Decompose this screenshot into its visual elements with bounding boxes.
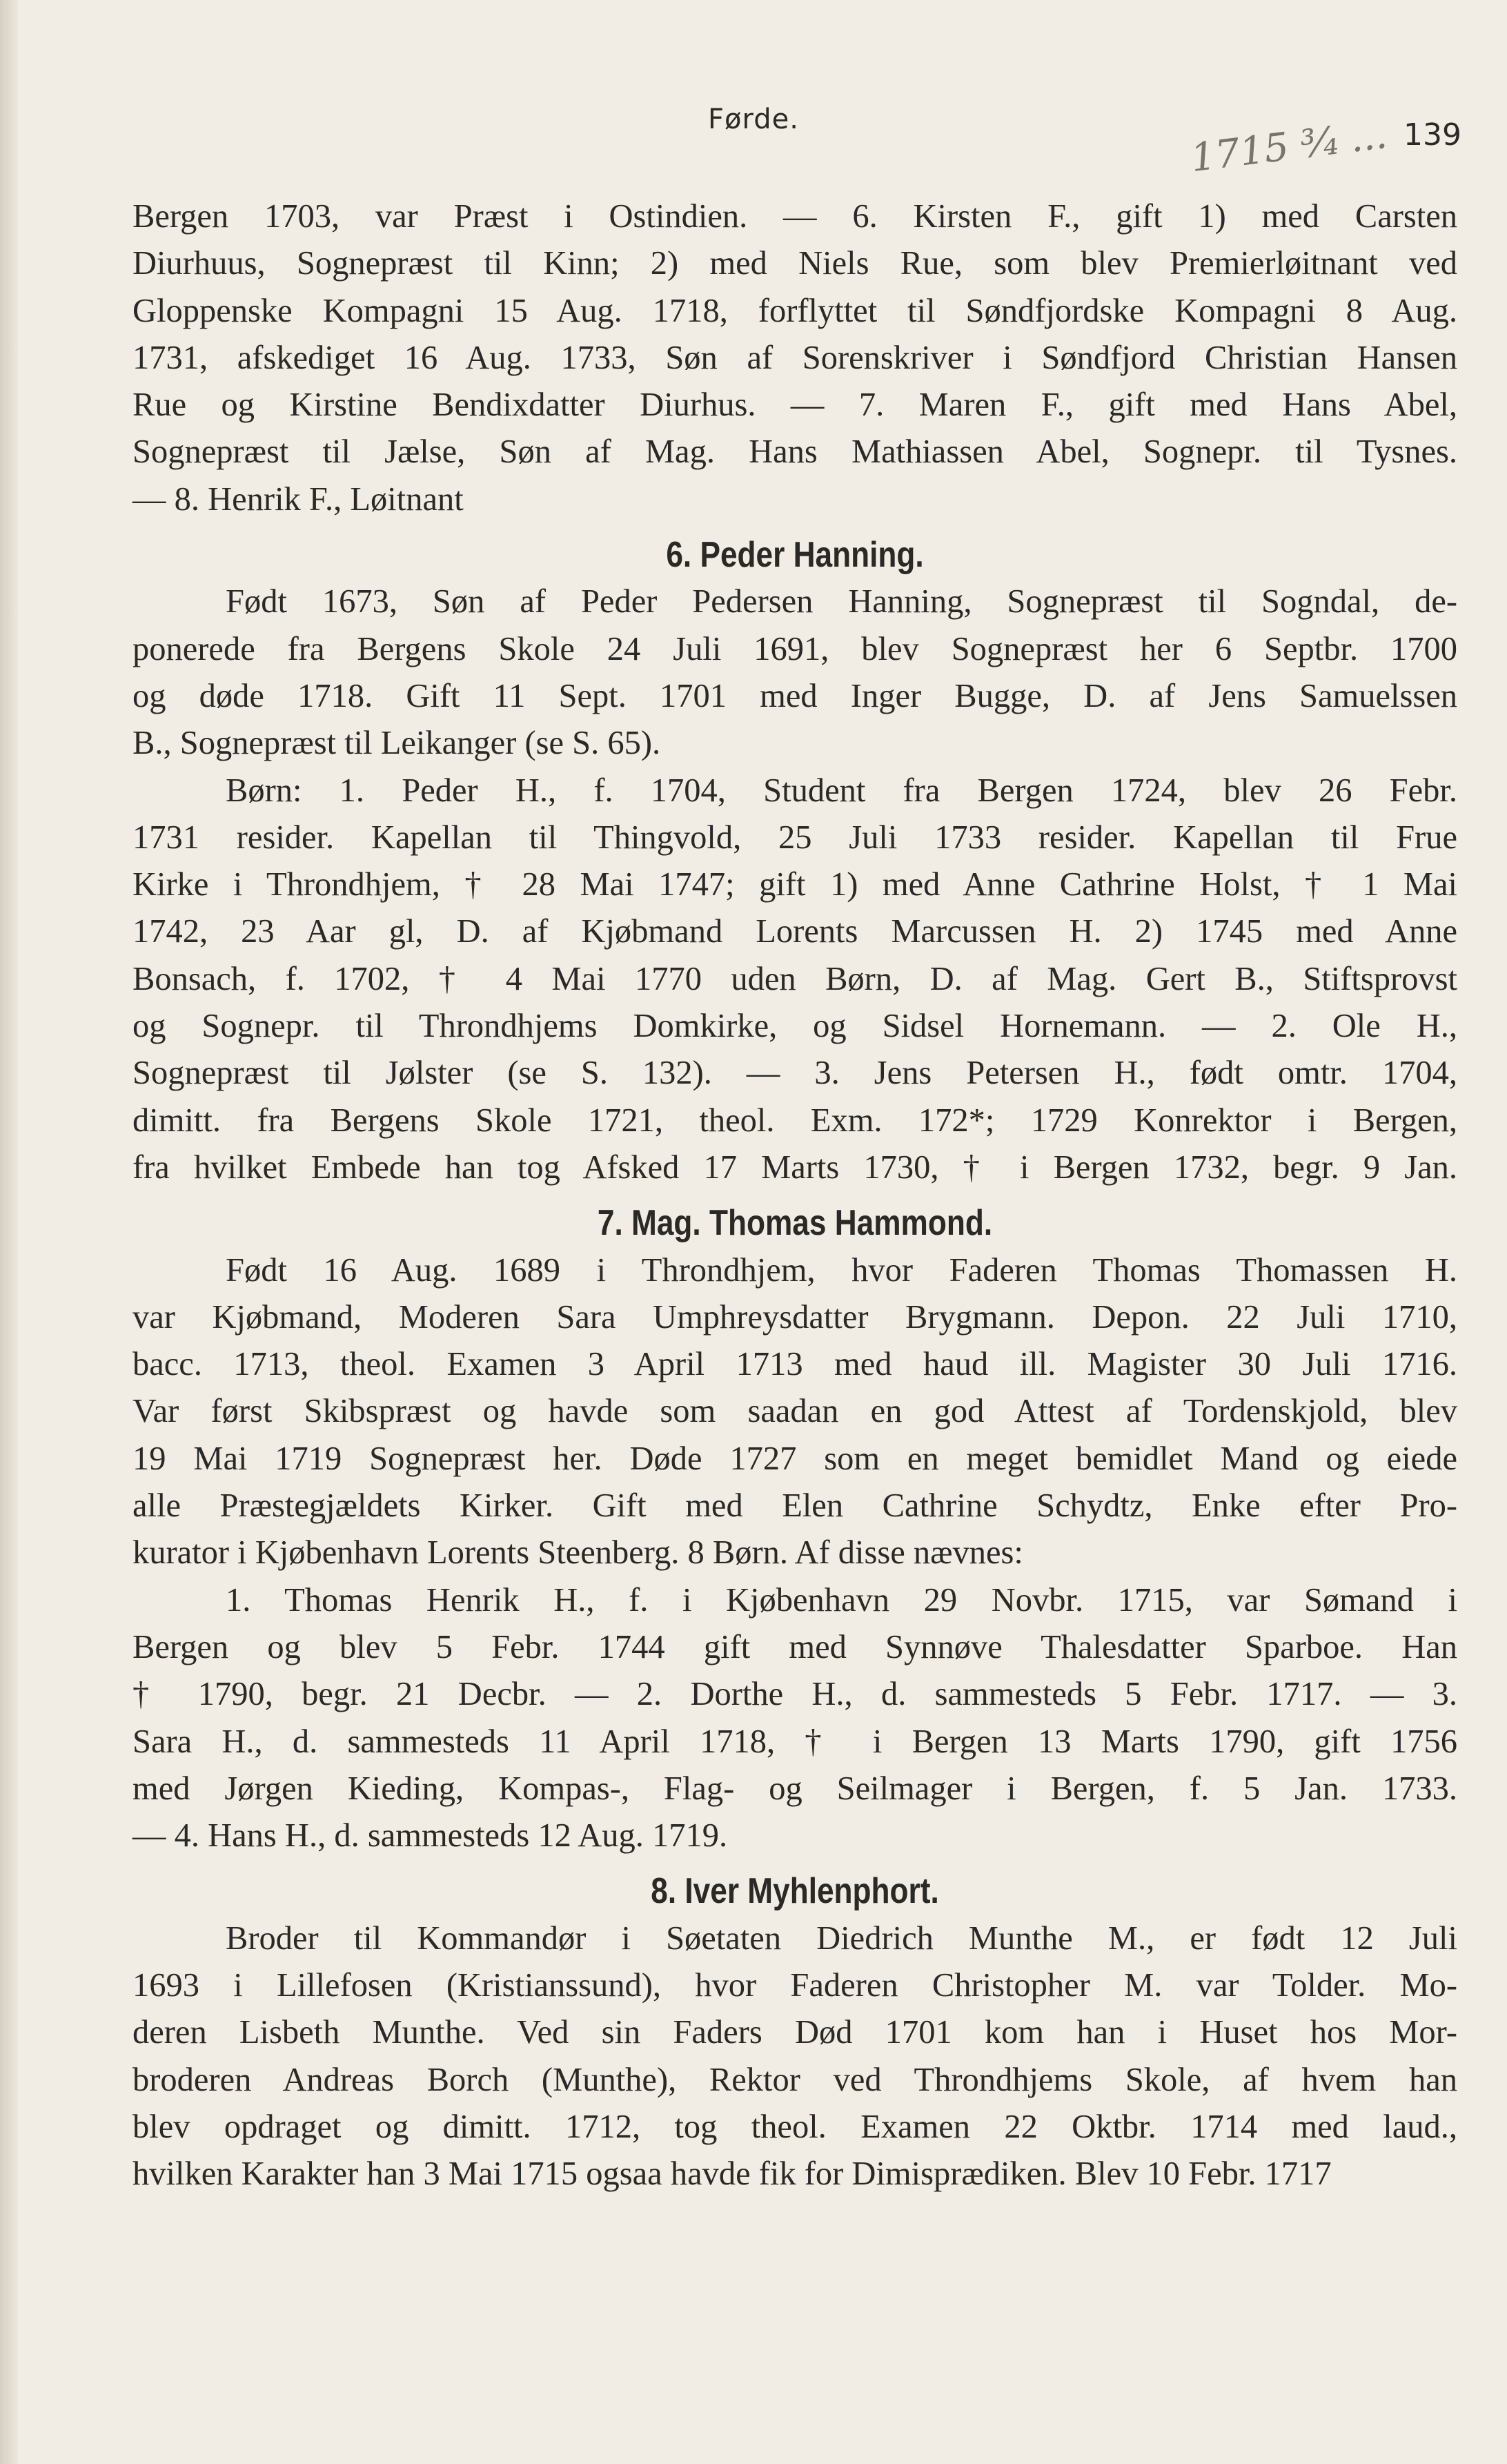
section-heading-iver-myhlenphort: 8. Iver Myhlenphort. [651,1871,939,1912]
running-header: Førde. [708,104,799,135]
text-line: blev opdraget og dimitt. 1712, tog theol. Examen 22 Oktbr. 1714 med laud., [132,2108,1457,2145]
text-line: Bonsach, f. 1702, † 4 Mai 1770 uden Børn, D. af Mag. Gert B., Stiftsprovst [132,960,1457,997]
text-line: dimitt. fra Bergens Skole 1721, theol. Exm. 172*; 1729 Konrektor i Bergen, [132,1102,1457,1139]
text-line: † 1790, begr. 21 Decbr. — 2. Dorthe H., d. sammesteds 5 Febr. 1717. — 3. [132,1676,1457,1713]
text-line: Født 1673, Søn af Peder Pedersen Hanning, Sognepræst til Sogndal, de- [226,583,1457,620]
text-line: Sognepræst til Jælse, Søn af Mag. Hans Mathiassen Abel, Sognepr. til Tysnes. [132,433,1457,471]
binding-edge [0,0,18,2464]
text-line: alle Præstegjældets Kirker. Gift med Elen Cathrine Schydtz, Enke efter Pro- [132,1487,1457,1525]
text-line: og Sognepr. til Throndhjems Domkirke, og Sidsel Hornemann. — 2. Ole H., [132,1008,1457,1045]
text-line: var Kjøbmand, Moderen Sara Umphreysdatter Brygmann. Depon. 22 Juli 1710, [132,1298,1457,1336]
text-line: B., Sognepræst til Leikanger (se S. 65). [132,725,661,762]
paragraph [132,1915,1457,2198]
handwritten-pencil-note: 1715 ³⁄₄ ... [1188,112,1390,182]
text-line: Bergen 1703, var Præst i Ostindien. — 6. Kirsten F., gift 1) med Carsten [132,198,1457,235]
text-line: — 4. Hans H., d. sammesteds 12 Aug. 1719. [132,1817,728,1855]
section-heading-thomas-hammond: 7. Mag. Thomas Hammond. [597,1203,993,1244]
text-line: 1742, 23 Aar gl, D. af Kjøbmand Lorents Marcussen H. 2) 1745 med Anne [132,913,1457,950]
body-text [132,193,1457,2198]
text-line: Var først Skibspræst og havde som saadan en god Attest af Tordenskjold, blev [132,1393,1457,1430]
text-line: fra hvilket Embede han tog Afsked 17 Marts 1730, † i Bergen 1732, begr. 9 Jan. [132,1148,1457,1186]
text-line: 1. Thomas Henrik H., f. i Kjøbenhavn 29 Novbr. 1715, var Sømand i [226,1581,1457,1619]
paragraph [132,578,1457,767]
text-line: Bergen og blev 5 Febr. 1744 gift med Synnøve Thalesdatter Sparboe. Han [132,1628,1457,1665]
intro-paragraph [132,193,1457,523]
page-number: 139 [1403,117,1461,153]
section-heading-peder-hanning: 6. Peder Hanning. [666,535,924,576]
text-line: 1731 resider. Kapellan til Thingvold, 25 Juli 1733 resider. Kapellan til Frue [132,819,1457,856]
text-line: 1731, afskediget 16 Aug. 1733, Søn af Sorenskriver i Søndfjord Christian Hansen [132,339,1457,376]
text-line: Født 16 Aug. 1689 i Throndhjem, hvor Faderen Thomas Thomassen H. [226,1251,1457,1289]
text-line: ponerede fra Bergens Skole 24 Juli 1691, blev Sognepræst her 6 Septbr. 1700 [132,630,1457,667]
text-line: Kirke i Throndhjem, † 28 Mai 1747; gift 1) med Anne Cathrine Holst, † 1 Mai [132,866,1457,903]
text-line: Broder til Kommandør i Søetaten Diedrich Munthe M., er født 12 Juli [226,1919,1457,1957]
text-line: og døde 1718. Gift 11 Sept. 1701 med Inger Bugge, D. af Jens Samuelssen [132,677,1457,714]
text-line: — 8. Henrik F., Løitnant [132,480,464,518]
text-line: Rue og Kirstine Bendixdatter Diurhus. — 7. Maren F., gift med Hans Abel, [132,387,1457,424]
text-line: Børn: 1. Peder H., f. 1704, Student fra Bergen 1724, blev 26 Febr. [226,772,1457,809]
text-line: hvilken Karakter han 3 Mai 1715 ogsaa havde fik for Dimisprædiken. Blev 10 Febr. 1717 [132,2155,1332,2193]
paragraph [132,1577,1457,1860]
text-line: 19 Mai 1719 Sognepræst her. Døde 1727 som en meget bemidlet Mand og eiede [132,1440,1457,1477]
text-line: Sara H., d. sammesteds 11 April 1718, † i Bergen 13 Marts 1790, gift 1756 [132,1723,1457,1760]
text-line: broderen Andreas Borch (Munthe), Rektor ved Throndhjems Skole, af hvem han [132,2061,1457,2098]
text-line: Gloppenske Kompagni 15 Aug. 1718, forflyttet til Søndfjordske Kompagni 8 Aug. [132,292,1457,329]
text-line: med Jørgen Kieding, Kompas-, Flag- og Seilmager i Bergen, f. 5 Jan. 1733. [132,1770,1457,1807]
text-line: kurator i Kjøbenhavn Lorents Steenberg. 8 Børn. Af disse nævnes: [132,1534,1023,1572]
text-line: Diurhuus, Sognepræst til Kinn; 2) med Niels Rue, som blev Premierløitnant ved [132,245,1457,282]
text-line: bacc. 1713, theol. Examen 3 April 1713 med haud ill. Magister 30 Juli 1716. [132,1346,1457,1383]
text-line: deren Lisbeth Munthe. Ved sin Faders Død 1701 kom han i Huset hos Mor- [132,2014,1457,2051]
text-line: 1693 i Lillefosen (Kristianssund), hvor Faderen Christopher M. var Tolder. Mo- [132,1966,1457,2004]
paragraph [132,767,1457,1192]
paragraph [132,1247,1457,1577]
text-line: Sognepræst til Jølster (se S. 132). — 3. Jens Petersen H., født omtr. 1704, [132,1055,1457,1092]
